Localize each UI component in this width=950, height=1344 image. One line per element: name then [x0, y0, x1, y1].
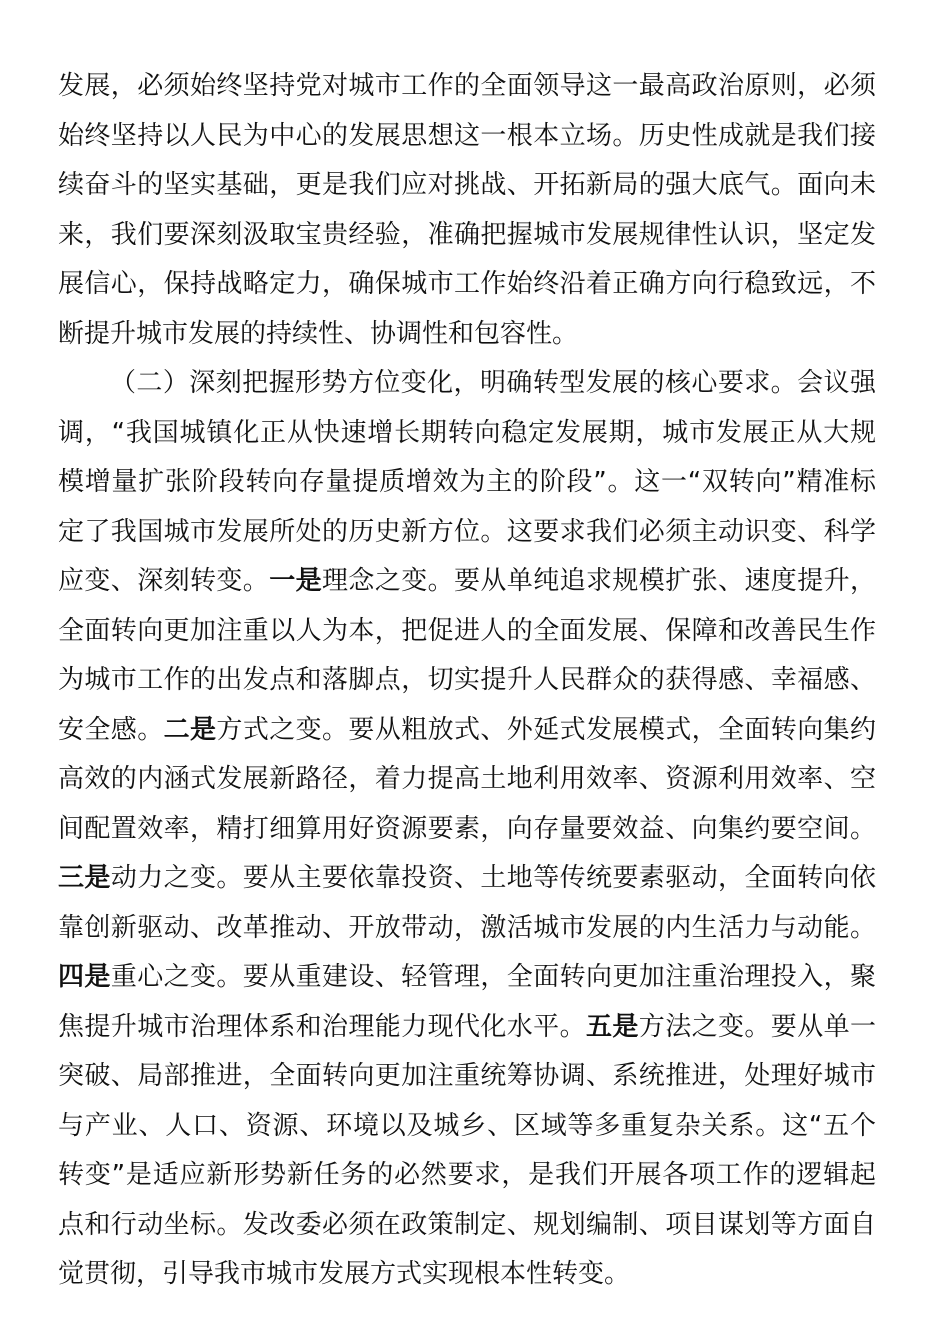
- point-text-4: 重心之变。要从重建设、轻管理，全面转向更加注重治理投入，聚焦提升城市治理体系和治理能力现代化水平。: [58, 962, 876, 1042]
- section-intro: 会议强调，“我国城镇化正从快速增长期转向稳定发展期，城市发展正从大规模增量扩张阶段转向存量提质增效为主的阶段”。这一“双转向”精准标定了我国城市发展所处的历史新方位。这要求我们必须主动识变、科学应变、深刻转变。: [58, 368, 876, 596]
- point-label-1: 一是: [269, 566, 323, 596]
- paragraph-text: 发展，必须始终坚持党对城市工作的全面领导这一最高政治原则，必须始终坚持以人民为中心的发展思想这一根本立场。历史性成就是我们接续奋斗的坚实基础，更是我们应对挑战、开拓新局的强大底气。面向未来，我们要深刻汲取宝贵经验，准确把握城市发展规律性认识，坚定发展信心，保持战略定力，确保城市工作始终沿着正确方向行稳致远，不断提升城市发展的持续性、协调性和包容性。: [58, 71, 876, 349]
- paragraph-continuation: [58, 62, 876, 359]
- point-label-4: 四是: [58, 962, 111, 992]
- section-heading: （二）深刻把握形势方位变化，明确转型发展的核心要求。: [110, 368, 798, 398]
- point-label-3: 三是: [58, 863, 111, 893]
- point-text-5: 方法之变。要从单一突破、局部推进，全面转向更加注重统筹协调、系统推进，处理好城市与产业、人口、资源、环境以及城乡、区域等多重复杂关系。: [58, 1011, 876, 1141]
- point-text-3: 动力之变。要从主要依靠投资、土地等传统要素驱动，全面转向依靠创新驱动、改革推动、开放带动，激活城市发展的内生活力与动能。: [58, 863, 876, 943]
- point-text-1: 理念之变。要从单纯追求规模扩张、速度提升，全面转向更加注重以人为本，把促进人的全面发展、保障和改善民生作为城市工作的出发点和落脚点，切实提升人民群众的获得感、幸福感、安全感。: [58, 566, 876, 745]
- document-page: [58, 62, 876, 1300]
- paragraph-section-two: [58, 359, 876, 1300]
- point-text-2: 方式之变。要从粗放式、外延式发展模式，全面转向集约高效的内涵式发展新路径，着力提高土地利用效率、资源利用效率、空间配置效率，精打细算用好资源要素，向存量要效益、向集约要空间。: [58, 714, 876, 844]
- point-label-2: 二是: [163, 714, 217, 745]
- point-label-5: 五是: [585, 1011, 639, 1042]
- section-conclusion: 这“五个转变”是适应新形势新任务的必然要求，是我们开展各项工作的逻辑起点和行动坐标。发改委必须在政策制定、规划编制、项目谋划等方面自觉贯彻，引导我市城市发展方式实现根本性转变。: [58, 1110, 876, 1289]
